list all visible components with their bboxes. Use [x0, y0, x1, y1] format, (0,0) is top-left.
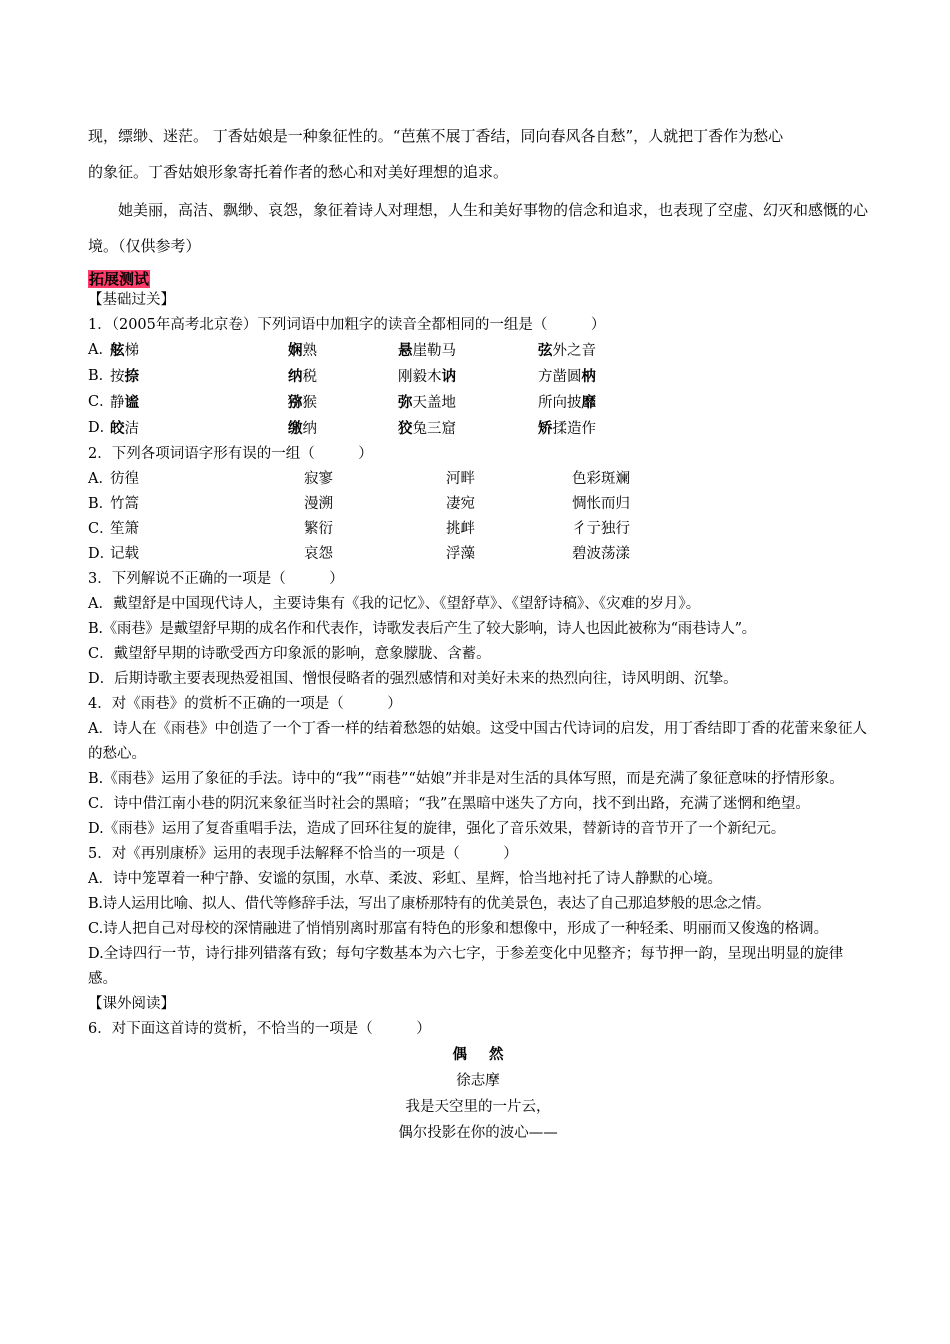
question-5-option: D.全诗四行一节，诗行排列错落有致；每句字数基本为六七字，于参差变化中见整齐；每节押一韵，呈现出明显的旋律感。 [88, 946, 844, 987]
page-content [88, 118, 868, 1146]
question-5-option: B.诗人运用比喻、拟人、借代等修辞手法，写出了康桥那特有的优美景色，表达了自己那追梦般的思念之情。 [88, 896, 771, 912]
poem-line: 我是天空里的一片云， [405, 1099, 551, 1115]
question-1-options [88, 338, 868, 442]
question-1-stem: 1．（2005年高考北京卷）下列词语中加粗字的读音全都相同的一组是（ ） [88, 317, 606, 333]
question-1-option-row [88, 416, 868, 442]
word-part: 揉造作 [552, 421, 596, 437]
bold-character: 靡 [581, 394, 596, 411]
option-word [398, 364, 538, 390]
option-word: 繁衍 [304, 521, 333, 537]
bold-character: 矫 [538, 420, 553, 437]
word-part: 纳 [302, 421, 317, 437]
question-3-option: A．戴望舒是中国现代诗人，主要诗集有《我的记忆》、《望舒草》、《望舒诗稿》、《灾难的岁月》。 [88, 596, 701, 612]
option-word [110, 390, 288, 416]
option-letter: A． [88, 342, 113, 358]
question-4-option: D.《雨巷》运用了复沓重唱手法，造成了回环往复的旋律，强化了音乐效果，替新诗的音节开了一个新纪元。 [88, 821, 786, 837]
poem-title-text: 偶然 [452, 1046, 526, 1063]
poem-title [88, 1042, 868, 1068]
option-word: 凄宛 [446, 496, 475, 512]
bold-character: 枘 [581, 368, 596, 385]
word-part: 按 [110, 369, 125, 385]
option-word [110, 416, 288, 442]
word-part: 刚毅木 [398, 369, 442, 385]
word-part: 梯 [124, 343, 139, 359]
poem-author: 徐志摩 [456, 1073, 500, 1089]
option-letter: C． [88, 394, 114, 410]
bold-character: 悬 [398, 342, 413, 359]
intro-line-2: 的象征。丁香姑娘形象寄托着作者的愁心和对美好理想的追求。 [88, 163, 509, 181]
poem-line: 偶尔投影在你的波心—— [398, 1125, 558, 1141]
option-word: 碧波荡漾 [572, 546, 630, 562]
question-2-stem: 2．下列各项词语字形有误的一组（ ） [88, 446, 373, 462]
option-word [538, 338, 596, 364]
option-letter: A． [88, 471, 113, 487]
extra-reading-heading: 【课外阅读】 [88, 996, 175, 1012]
option-word [288, 338, 398, 364]
option-word [538, 416, 596, 442]
bold-character: 皎 [110, 420, 125, 437]
option-word [288, 390, 398, 416]
question-6-stem: 6．对下面这首诗的赏析，不恰当的一项是（ ） [88, 1021, 431, 1037]
option-word: 笙箫 [110, 521, 139, 537]
question-2-option-row [88, 492, 868, 517]
option-word: 惆怅而归 [572, 496, 630, 512]
option-letter: B． [88, 368, 114, 384]
question-2-option-row [88, 517, 868, 542]
bold-character: 捺 [124, 368, 139, 385]
intro-line-1: 现，缥缈、迷茫。 丁香姑娘是一种象征性的。“芭蕉不展丁香结，同向春风各自愁”，人就把丁香作为愁心 [88, 127, 784, 145]
basic-section-heading: 【基础过关】 [88, 292, 175, 308]
option-word: 河畔 [446, 471, 475, 487]
option-word: 记载 [110, 546, 139, 562]
option-word: 哀怨 [304, 546, 333, 562]
word-part: 外之音 [552, 343, 596, 359]
word-part: 天盖地 [412, 395, 456, 411]
bold-character: 谧 [124, 394, 139, 411]
option-word: 挑衅 [446, 521, 475, 537]
option-word: 寂寥 [304, 471, 333, 487]
question-4-option: B.《雨巷》运用了象征的手法。诗中的“我”“雨巷”“姑娘”并非是对生活的具体写照，而是充满了象征意味的抒情形象。 [88, 771, 844, 787]
question-5-stem: 5．对《再别康桥》运用的表现手法解释不恰当的一项是（ ） [88, 846, 518, 862]
option-word: 漫溯 [304, 496, 333, 512]
bold-character: 讷 [441, 368, 456, 385]
question-4-option: C．诗中借江南小巷的阴沉来象征当时社会的黑暗；“我”在黑暗中迷失了方向，找不到出路，充满了迷惘和绝望。 [88, 796, 810, 812]
word-part: 税 [302, 369, 317, 385]
question-1-option-row [88, 390, 868, 416]
section-title: 拓展测试 [89, 270, 150, 288]
word-part: 所向披 [538, 395, 582, 411]
question-2-option-row [88, 542, 868, 567]
question-5-option: C.诗人把自己对母校的深情融进了悄悄别离时那富有特色的形象和想像中，形成了一种轻柔、明丽而又俊逸的格调。 [88, 921, 829, 937]
word-part: 静 [110, 395, 125, 411]
word-part: 洁 [124, 421, 139, 437]
question-3-option: C．戴望舒早期的诗歌受西方印象派的影响，意象朦胧、含蓄。 [88, 646, 491, 662]
option-word [398, 416, 538, 442]
option-word [288, 416, 398, 442]
bold-character: 舷 [110, 342, 125, 359]
option-word [398, 390, 538, 416]
option-letter: D． [88, 546, 115, 562]
option-word: 色彩斑斓 [572, 471, 630, 487]
question-3-option: B.《雨巷》是戴望舒早期的成名作和代表作，诗歌发表后产生了较大影响，诗人也因此被称为“雨巷诗人”。 [88, 621, 756, 637]
option-word [398, 338, 538, 364]
word-part: 兔三窟 [412, 421, 456, 437]
question-5-option: A．诗中笼罩着一种宁静、安谧的氛围，水草、柔波、彩虹、星辉，恰当地衬托了诗人静默的心境。 [88, 871, 722, 887]
bold-character: 弥 [398, 394, 413, 411]
option-word: 彷徨 [110, 471, 139, 487]
bold-character: 纳 [288, 368, 303, 385]
option-word [288, 364, 398, 390]
option-letter: C． [88, 521, 114, 537]
option-word: 浮藻 [446, 546, 475, 562]
bold-character: 弦 [538, 342, 553, 359]
word-part: 熟 [302, 343, 317, 359]
word-part: 猴 [302, 395, 317, 411]
option-word [538, 390, 596, 416]
bold-character: 狡 [398, 420, 413, 437]
question-4-stem: 4．对《雨巷》的赏析不正确的一项是（ ） [88, 696, 402, 712]
question-2-options [88, 467, 868, 567]
question-3-stem: 3．下列解说不正确的一项是（ ） [88, 571, 344, 587]
question-1-option-row [88, 364, 868, 390]
option-word [110, 364, 288, 390]
bold-character: 猕 [288, 394, 303, 411]
bold-character: 娴 [288, 342, 303, 359]
option-word [538, 364, 596, 390]
word-part: 崖勒马 [412, 343, 456, 359]
option-word: 竹篙 [110, 496, 139, 512]
question-4-option: A．诗人在《雨巷》中创造了一个丁香一样的结着愁怨的姑娘。这受中国古代诗词的启发，用丁香结即丁香的花蕾来象征人的愁心。 [88, 721, 867, 762]
bold-character: 缴 [288, 420, 303, 437]
question-3-option: D．后期诗歌主要表现热爱祖国、憎恨侵略者的强烈感情和对美好未来的热烈向往，诗风明朗、沉挚。 [88, 671, 738, 687]
option-letter: B． [88, 496, 114, 512]
option-word: 彳亍独行 [572, 521, 630, 537]
option-letter: D． [88, 420, 115, 436]
intro-paragraph-2: 她美丽，高洁、飘缈、哀怨，象征着诗人对理想，人生和美好事物的信念和追求，也表现了空虚、幻灭和感慨的心境。（仅供参考） [88, 201, 869, 255]
word-part: 方凿圆 [538, 369, 582, 385]
option-word [110, 338, 288, 364]
question-1-option-row [88, 338, 868, 364]
question-2-option-row [88, 467, 868, 492]
